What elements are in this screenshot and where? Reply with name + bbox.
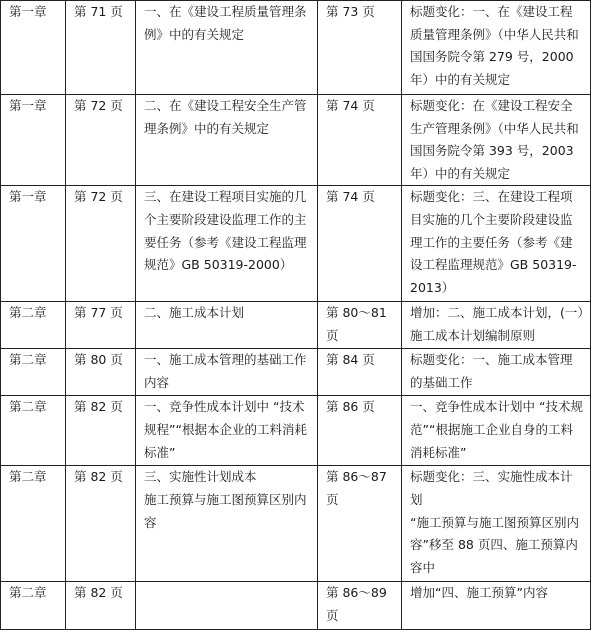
new-page-cell: 第 86 页 bbox=[318, 396, 402, 466]
chapter-cell: 第一章 bbox=[1, 95, 66, 186]
chapter-cell: 第二章 bbox=[1, 582, 66, 630]
old-page-cell: 第 72 页 bbox=[66, 95, 136, 186]
old-page-cell: 第 82 页 bbox=[66, 582, 136, 630]
chapter-cell: 第一章 bbox=[1, 1, 66, 95]
new-page-cell: 第 80～81 页 bbox=[318, 302, 402, 349]
chapter-cell: 第二章 bbox=[1, 396, 66, 466]
table-row bbox=[1, 186, 591, 302]
old-page-cell: 第 77 页 bbox=[66, 302, 136, 349]
old-page-cell: 第 80 页 bbox=[66, 349, 136, 396]
chapter-cell: 第二章 bbox=[1, 302, 66, 349]
table-row bbox=[1, 95, 591, 186]
table-row bbox=[1, 396, 591, 466]
table-row bbox=[1, 582, 591, 630]
chapter-cell: 第二章 bbox=[1, 466, 66, 582]
old-content-cell: 二、在《建设工程安全生产管理条例》中的有关规定 bbox=[136, 95, 318, 186]
change-cell: 增加“四、施工预算”内容 bbox=[402, 582, 591, 630]
change-cell: 标题变化：三、实施性成本计划 “施工预算与施工图预算区别内容”移至 88 页四、施工预算内容中 bbox=[402, 466, 591, 582]
chapter-cell: 第一章 bbox=[1, 186, 66, 302]
change-cell: 标题变化：一、在《建设工程质量管理条例》（中华人民共和国国务院令第 279 号，2000 年）中的有关规定 bbox=[402, 1, 591, 95]
old-page-cell: 第 72 页 bbox=[66, 186, 136, 302]
table-row bbox=[1, 349, 591, 396]
new-page-cell: 第 73 页 bbox=[318, 1, 402, 95]
new-page-cell: 第 84 页 bbox=[318, 349, 402, 396]
table-row bbox=[1, 302, 591, 349]
new-page-cell: 第 74 页 bbox=[318, 95, 402, 186]
old-content-cell: 一、竞争性成本计划中 “技术规程”“根据本企业的工料消耗标准” bbox=[136, 396, 318, 466]
change-cell: 标题变化：三、在建设工程项目实施的几个主要阶段建设监理工作的主要任务（参考《建设工程监理规范》GB 50319-2013） bbox=[402, 186, 591, 302]
change-cell: 增加：二、施工成本计划，(一）施工成本计划编制原则 bbox=[402, 302, 591, 349]
old-content-cell bbox=[136, 582, 318, 630]
old-content-cell: 一、施工成本管理的基础工作内容 bbox=[136, 349, 318, 396]
old-page-cell: 第 82 页 bbox=[66, 396, 136, 466]
change-cell: 标题变化：在《建设工程安全生产管理条例》（中华人民共和国国务院令第 393 号，2003 年）中的有关规定 bbox=[402, 95, 591, 186]
old-content-cell: 三、实施性计划成本 施工预算与施工图预算区别内容 bbox=[136, 466, 318, 582]
chapter-cell: 第二章 bbox=[1, 349, 66, 396]
table-row bbox=[1, 1, 591, 95]
old-page-cell: 第 71 页 bbox=[66, 1, 136, 95]
old-page-cell: 第 82 页 bbox=[66, 466, 136, 582]
table-row bbox=[1, 466, 591, 582]
change-cell: 一、竞争性成本计划中 “技术规范”“根据施工企业自身的工料消耗标准” bbox=[402, 396, 591, 466]
new-page-cell: 第 86～87 页 bbox=[318, 466, 402, 582]
new-page-cell: 第 86～89 页 bbox=[318, 582, 402, 630]
new-page-cell: 第 74 页 bbox=[318, 186, 402, 302]
old-content-cell: 一、在《建设工程质量管理条例》中的有关规定 bbox=[136, 1, 318, 95]
old-content-cell: 二、施工成本计划 bbox=[136, 302, 318, 349]
change-cell: 标题变化：一、施工成本管理的基础工作 bbox=[402, 349, 591, 396]
old-content-cell: 三、在建设工程项目实施的几个主要阶段建设监理工作的主要任务（参考《建设工程监理规范》GB 50319-2000） bbox=[136, 186, 318, 302]
